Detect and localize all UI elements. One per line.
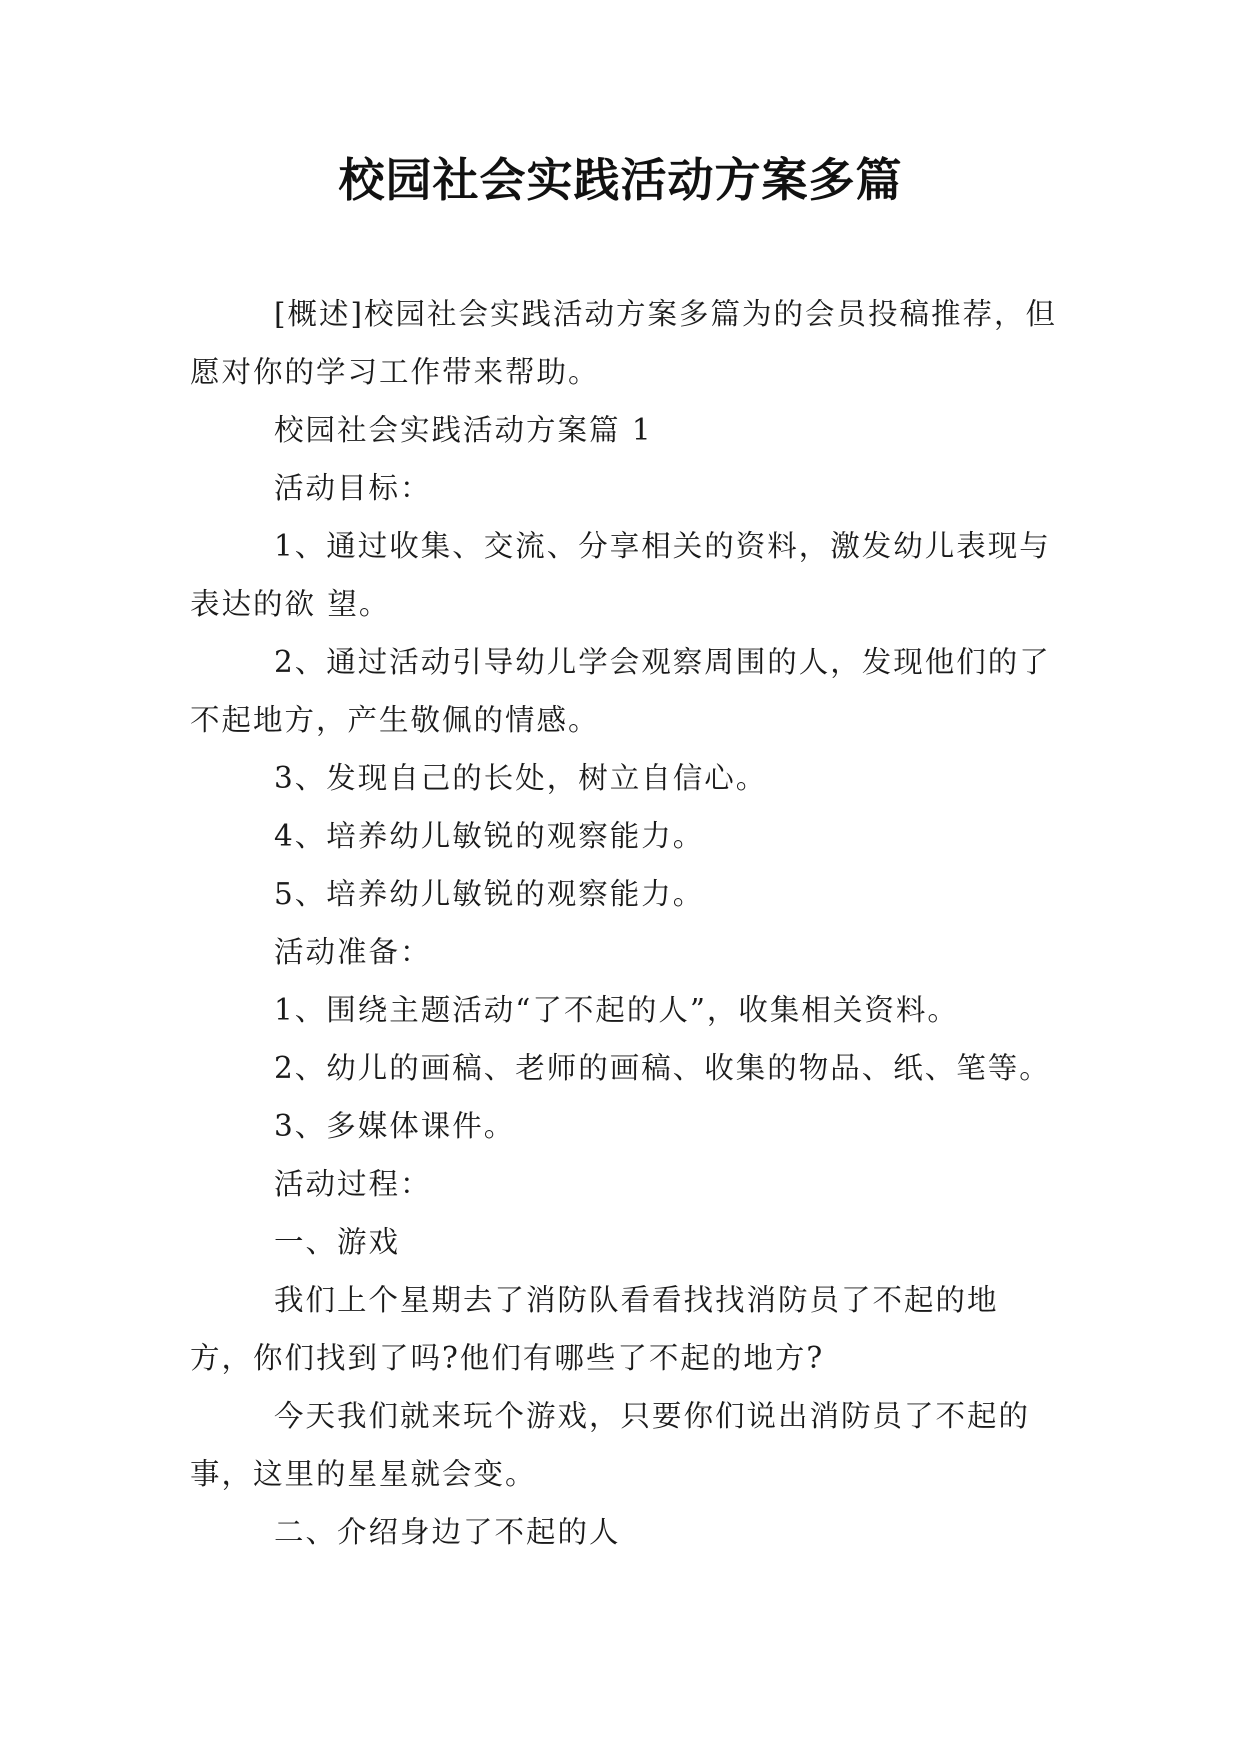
list-item: 3、多媒体课件。 <box>274 1109 516 1143</box>
list-item: 1、通过收集、交流、分享相关的资料，激发幼儿表现与表达的欲 望。 <box>190 529 1051 621</box>
list-item: 3、发现自己的长处，树立自信心。 <box>274 761 768 795</box>
section-heading: 校园社会实践活动方案篇 1 <box>274 413 653 447</box>
document-body <box>190 285 1060 1561</box>
list-item: 2、幼儿的画稿、老师的画稿、收集的物品、纸、笔等。 <box>274 1051 1051 1085</box>
step-heading: 一、游戏 <box>274 1225 401 1259</box>
subheading-process: 活动过程： <box>274 1167 432 1201</box>
list-item: 2、通过活动引导幼儿学会观察周围的人，发现他们的了不起地方，产生敬佩的情感。 <box>190 645 1051 737</box>
list-item: 1、围绕主题活动“了不起的人”，收集相关资料。 <box>274 993 959 1027</box>
subheading-goals: 活动目标： <box>274 471 432 505</box>
list-item: 5、培养幼儿敏锐的观察能力。 <box>274 877 705 911</box>
list-item: 4、培养幼儿敏锐的观察能力。 <box>274 819 705 853</box>
paragraph-summary: [概述]校园社会实践活动方案多篇为的会员投稿推荐，但愿对你的学习工作带来帮助。 <box>190 297 1058 389</box>
step-heading: 二、介绍身边了不起的人 <box>274 1515 621 1549</box>
subheading-preparation: 活动准备： <box>274 935 432 969</box>
paragraph: 我们上个星期去了消防队看看找找消防员了不起的地方，你们找到了吗?他们有哪些了不起的地方? <box>190 1283 999 1375</box>
paragraph: 今天我们就来玩个游戏，只要你们说出消防员了不起的事，这里的星星就会变。 <box>190 1399 1031 1491</box>
page-title: 校园社会实践活动方案多篇 <box>338 153 903 207</box>
